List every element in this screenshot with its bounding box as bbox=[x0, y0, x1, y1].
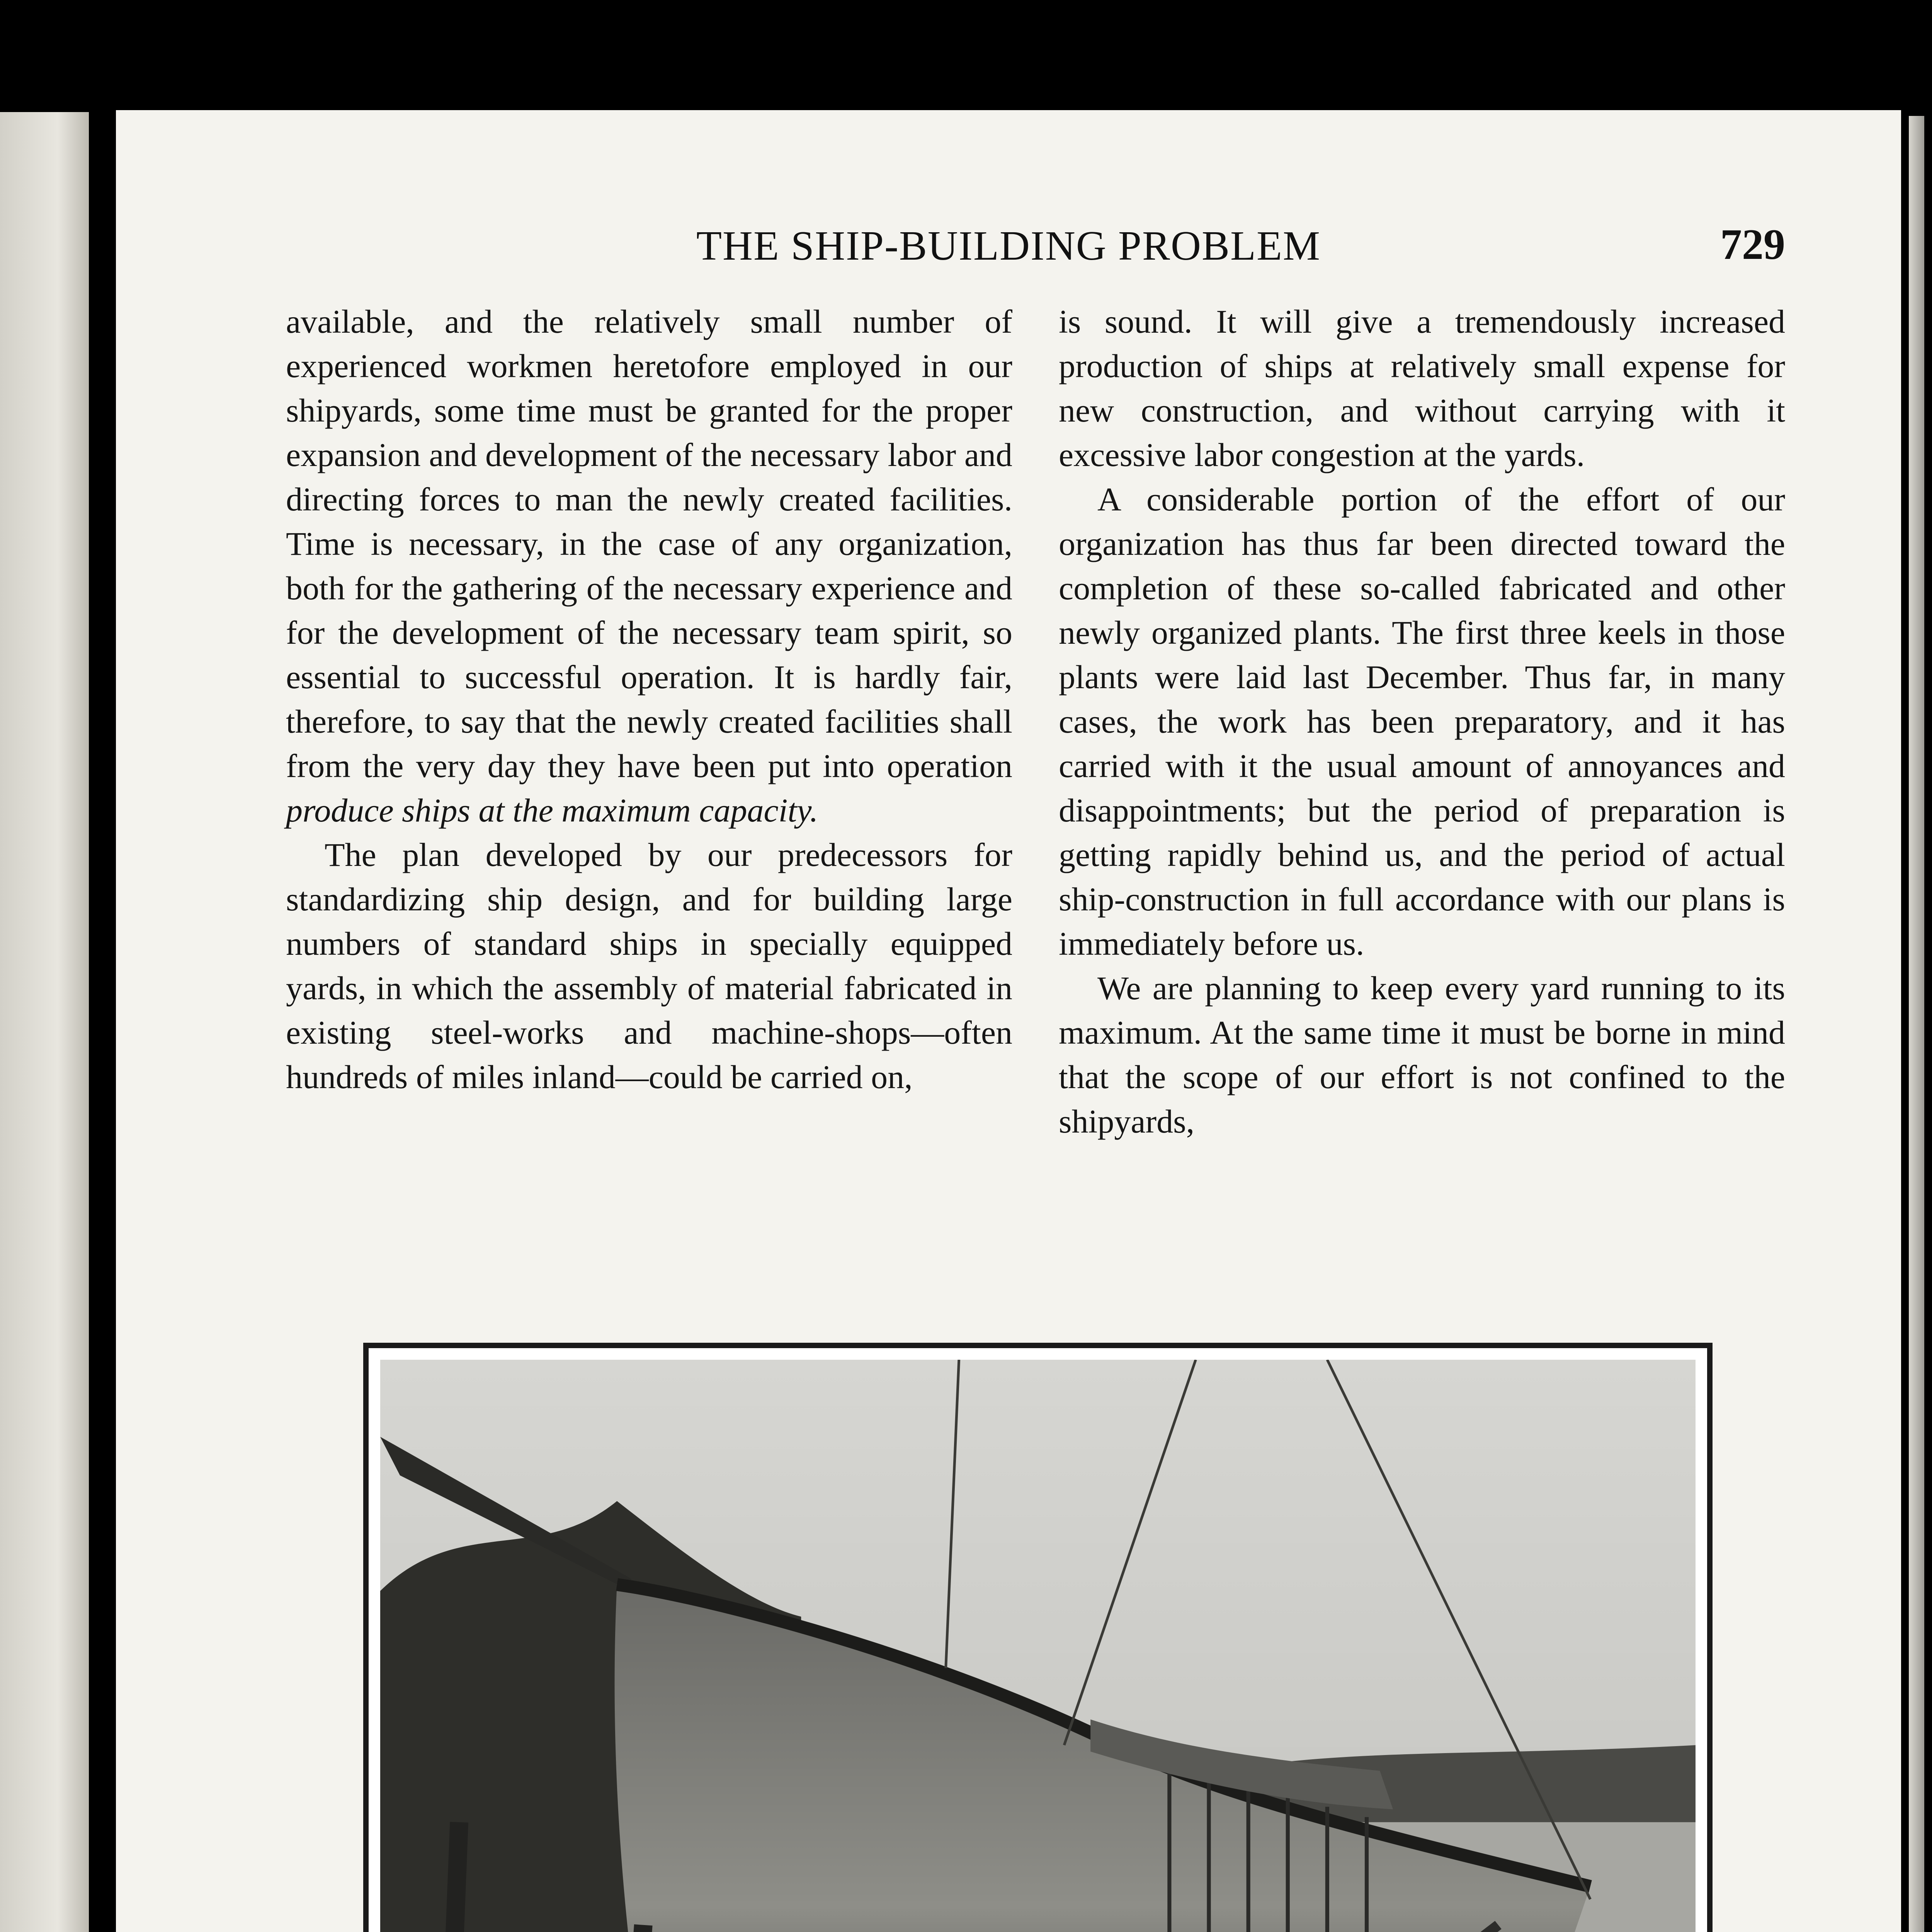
ship-launch-photo-illustration bbox=[380, 1360, 1696, 1932]
ship-launch-photograph bbox=[380, 1360, 1696, 1932]
paragraph-text: available, and the relatively small number of experienced workmen heretofore employed in our shipyards, some time must be granted for the proper expansion and development of the necessary labor and directing forces to man the newly created facilities. Time is necessary, in the case of any organization, both for the gathering of the necessary experience and for the development of the necessary team spirit, so essential to successful operation. It is hardly fair, therefore, to say that the newly created facilities shall from the very day they have been put into operation bbox=[286, 303, 1012, 784]
paragraph: We are planning to keep every yard running to its maximum. At the same time it must be borne in mind that the scope of our effort is not confined to the shipyards, bbox=[1059, 969, 1785, 1140]
page-number: 729 bbox=[1720, 221, 1785, 269]
page-edge-shadow bbox=[1909, 116, 1924, 1932]
italic-emphasis: produce ships at the maximum capacity. bbox=[286, 792, 818, 829]
page-header bbox=[116, 222, 1901, 284]
photograph-frame bbox=[363, 1343, 1713, 1932]
paragraph: The plan developed by our predecessors for standardizing ship design, and for building large numbers of standard ships in specially equipped yards, in which the assembly of material fabricated in existing steel-works and machine-shops—often hundreds of miles inland—could be carried on, bbox=[286, 836, 1012, 1095]
adjacent-page-edge bbox=[0, 112, 89, 1932]
paragraph bbox=[286, 299, 1012, 833]
book-page bbox=[116, 110, 1901, 1932]
left-column bbox=[286, 299, 1012, 1099]
running-title: THE SHIP-BUILDING PROBLEM bbox=[696, 223, 1321, 269]
right-column bbox=[1059, 299, 1785, 1144]
paragraph: is sound. It will give a tremendously increased production of ships at relatively small expense for new construction, and without carrying with it excessive labor congestion at the yards. bbox=[1059, 303, 1785, 473]
paragraph: A considerable portion of the effort of our organization has thus far been directed toward the completion of these so-called fabricated and other newly organized plants. The first three keels in those plants were laid last December. Thus far, in many cases, the work has been preparatory, and it has carried with it the usual amount of annoyances and disappointments; but the period of preparation is getting rapidly behind us, and the period of actual ship-construction in full accordance with our plans is immediately before us. bbox=[1059, 481, 1785, 962]
